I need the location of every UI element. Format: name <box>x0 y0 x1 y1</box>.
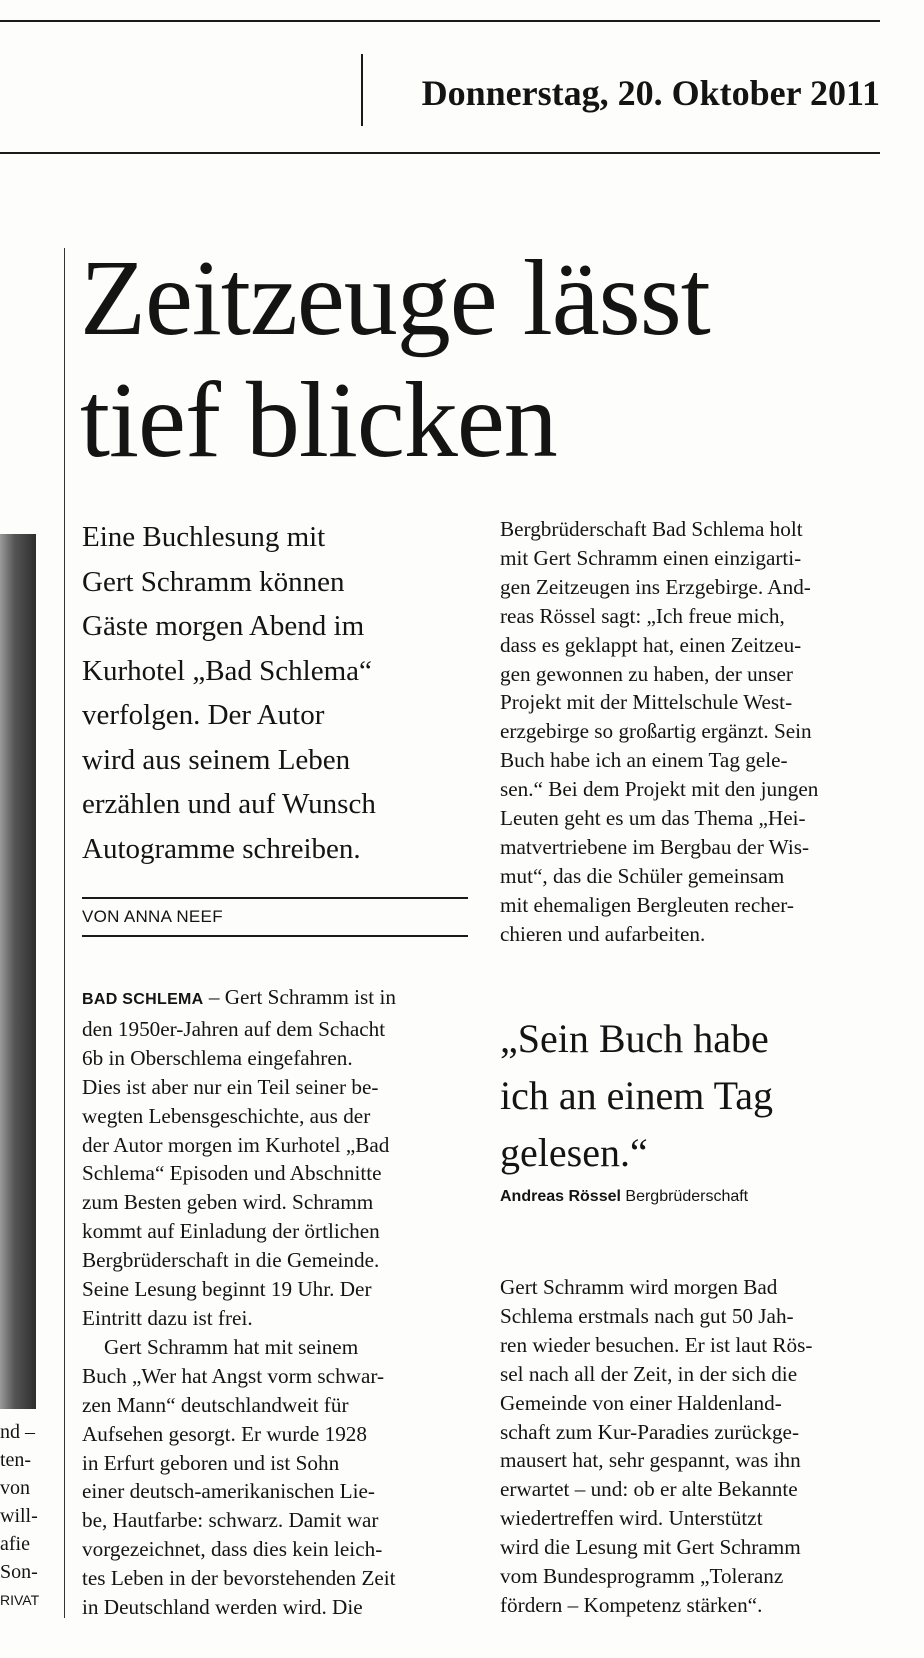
body-line: kommt auf Einladung der örtlichen <box>82 1219 380 1244</box>
body-column-right-top <box>500 515 885 949</box>
body-line: gen gewonnen zu haben, der unser <box>500 661 793 686</box>
body-line: den 1950er-Jahren auf dem Schacht <box>82 1016 386 1041</box>
quote-author-role: Bergbrüderschaft <box>625 1188 749 1205</box>
quote-author: Andreas Rössel <box>500 1188 621 1205</box>
body-line: matvertriebene im Bergbau der Wis- <box>500 834 810 859</box>
dateline: BAD SCHLEMA <box>82 991 204 1008</box>
lead-line: Autogramme schreiben. <box>82 832 361 865</box>
body-line: ren wieder besuchen. Er ist laut Rös- <box>500 1332 813 1357</box>
headline-line: Zeitzeuge lässt <box>80 239 710 358</box>
body-line: sel nach all der Zeit, in der sich die <box>500 1361 798 1386</box>
body-line: Aufsehen gesorgt. Er wurde 1928 <box>82 1421 367 1446</box>
body-line: vorgezeichnet, dass dies kein leich- <box>82 1537 383 1562</box>
body-line: Bergbrüderschaft in die Gemeinde. <box>82 1248 380 1273</box>
caption-line: will- <box>0 1505 38 1527</box>
body-line-text: – Gert Schramm ist in <box>208 985 396 1009</box>
lead-line: Eine Buchlesung mit <box>82 521 326 553</box>
body-line: Eintritt dazu ist frei. <box>82 1305 253 1330</box>
column-divider <box>64 248 65 1618</box>
body-line: in Deutschland werden wird. Die <box>82 1595 363 1620</box>
body-line: Projekt mit der Mittelschule West- <box>500 690 793 715</box>
body-line: Schlema erstmals nach gut 50 Jah- <box>500 1303 794 1328</box>
body-line: wiedertreffen wird. Unterstützt <box>500 1506 763 1531</box>
body-line: Buch habe ich an einem Tag gele- <box>500 748 788 773</box>
lead-line: erzählen und auf Wunsch <box>82 788 376 820</box>
body-line: Gert Schramm wird morgen Bad <box>500 1275 778 1299</box>
date-rule <box>0 152 880 154</box>
body-line: wegten Lebensgeschichte, aus der <box>82 1103 371 1128</box>
body-line: dass es geklappt hat, einen Zeitzeu- <box>500 632 802 657</box>
photo-caption <box>0 1418 56 1614</box>
top-rule <box>0 20 880 22</box>
body-column-right-bottom <box>500 1273 885 1620</box>
body-line: Buch „Wer hat Angst vorm schwar- <box>82 1363 385 1388</box>
body-line: be, Hautfarbe: schwarz. Damit war <box>82 1508 379 1533</box>
body-line: fördern – Kompetenz stärken“. <box>500 1592 763 1617</box>
body-line: erzgebirge so großartig ergänzt. Sein <box>500 719 812 744</box>
lead-line: wird aus seinem Leben <box>82 743 351 776</box>
quote-line: gelesen.“ <box>500 1130 648 1175</box>
lead-line: Gert Schramm können <box>82 565 345 598</box>
pull-quote <box>500 1010 885 1181</box>
body-line: mausert hat, sehr gespannt, was ihn <box>500 1448 801 1473</box>
headline-line: tief blicken <box>80 361 557 480</box>
lead-line: Kurhotel „Bad Schlema“ <box>82 654 372 687</box>
issue-date: Donnerstag, 20. Oktober 2011 <box>421 73 880 113</box>
byline-box <box>82 897 468 937</box>
caption-line: afie <box>0 1533 30 1555</box>
caption-line: nd – <box>0 1421 35 1443</box>
body-line: tes Leben in der bevorstehenden Zeit <box>82 1566 396 1591</box>
body-line: mut“, das die Schüler gemeinsam <box>500 863 785 888</box>
body-line: wird die Lesung mit Gert Schramm <box>500 1535 801 1560</box>
body-line: Bergbrüderschaft Bad Schlema holt <box>500 517 803 541</box>
body-line: Gemeinde von einer Haldenland- <box>500 1390 782 1415</box>
body-line <box>82 983 468 1015</box>
quote-line: ich an einem Tag <box>500 1073 774 1118</box>
caption-line: Son- <box>0 1561 38 1583</box>
lead-paragraph <box>82 515 468 871</box>
photo-fragment <box>0 534 36 1409</box>
lead-line: verfolgen. Der Autor <box>82 699 325 731</box>
lead-line: Gäste morgen Abend im <box>82 610 365 642</box>
body-line: in Erfurt geboren und ist Sohn <box>82 1450 340 1475</box>
body-line: Seine Lesung beginnt 19 Uhr. Der <box>82 1277 372 1302</box>
body-column-left <box>82 983 468 1622</box>
body-line: 6b in Oberschlema eingefahren. <box>82 1045 353 1070</box>
quote-attribution <box>500 1188 748 1206</box>
body-line: Dies ist aber nur ein Teil seiner be- <box>82 1074 379 1099</box>
headline <box>80 238 880 482</box>
body-line: Leuten geht es um das Thema „Hei- <box>500 806 806 831</box>
photo-credit: RIVAT <box>0 1592 40 1608</box>
body-line: mit ehemaligen Bergleuten recher- <box>500 892 794 917</box>
caption-line: ten- <box>0 1449 32 1471</box>
body-line: Gert Schramm hat mit seinem <box>104 1334 359 1359</box>
body-line: zum Besten geben wird. Schramm <box>82 1190 374 1215</box>
body-line: gen Zeitzeugen ins Erzgebirge. And- <box>500 574 811 599</box>
quote-line: „Sein Buch habe <box>500 1016 769 1061</box>
lead-column <box>82 515 468 871</box>
body-line: vom Bundesprogramm „Toleranz <box>500 1564 784 1589</box>
body-line: der Autor morgen im Kurhotel „Bad <box>82 1132 390 1157</box>
caption-line: von <box>0 1477 30 1499</box>
byline: VON ANNA NEEF <box>82 907 223 926</box>
date-separator <box>361 54 363 126</box>
body-line: zen Mann“ deutschlandweit für <box>82 1392 349 1417</box>
body-line: Schlema“ Episoden und Abschnitte <box>82 1161 382 1186</box>
body-line: reas Rössel sagt: „Ich freue mich, <box>500 603 785 628</box>
body-line: mit Gert Schramm einen einzigarti- <box>500 545 802 570</box>
body-line: chieren und aufarbeiten. <box>500 921 706 946</box>
body-line: schaft zum Kur-Paradies zurückge- <box>500 1419 800 1444</box>
body-line: sen.“ Bei dem Projekt mit den jungen <box>500 777 819 802</box>
body-line: einer deutsch-amerikanischen Lie- <box>82 1479 375 1504</box>
body-line: erwartet – und: ob er alte Bekannte <box>500 1477 798 1502</box>
